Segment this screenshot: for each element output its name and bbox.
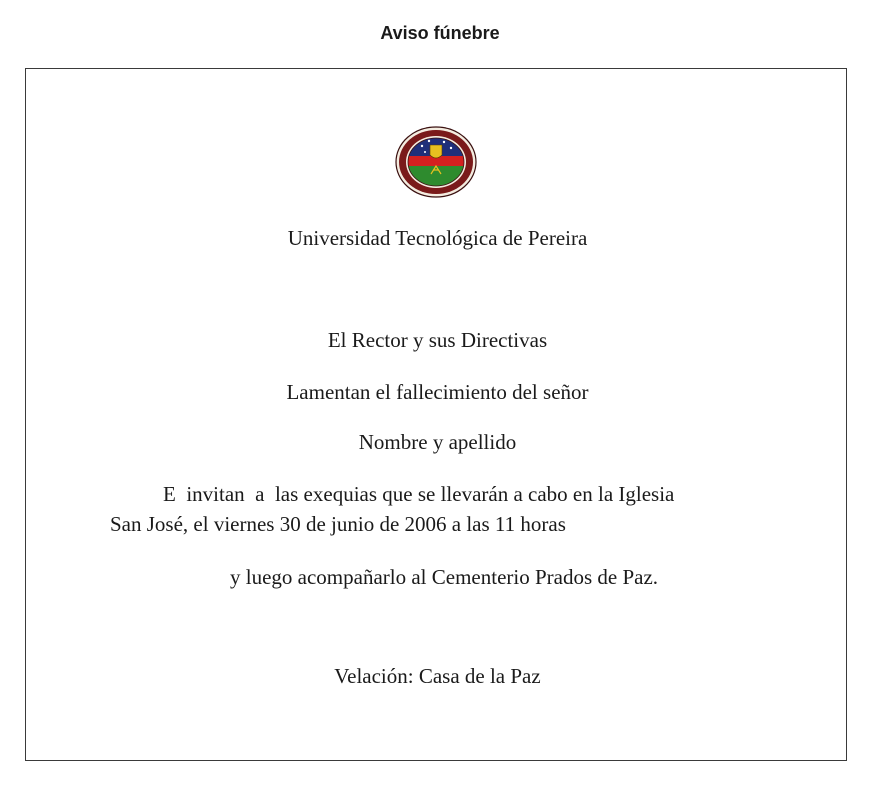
institution-name: Universidad Tecnológica de Pereira (287, 226, 588, 250)
invitation-line-2: San José, el viernes 30 de junio de 2006 a las 11 horas (110, 512, 566, 536)
cemetery-line: y luego acompañarlo al Cementerio Prados de Paz. (230, 565, 659, 589)
wake-location: Velación: Casa de la Paz (334, 664, 541, 688)
invitation-line-1: E invitan a las exequias que se llevarán a cabo en la Iglesia (163, 482, 675, 506)
university-seal-icon (395, 126, 477, 198)
sender-line: El Rector y sus Directivas (327, 328, 548, 352)
page-title: Aviso fúnebre (380, 23, 500, 43)
deceased-name: Nombre y apellido (358, 430, 517, 454)
lament-line: Lamentan el fallecimiento del señor (286, 380, 589, 404)
